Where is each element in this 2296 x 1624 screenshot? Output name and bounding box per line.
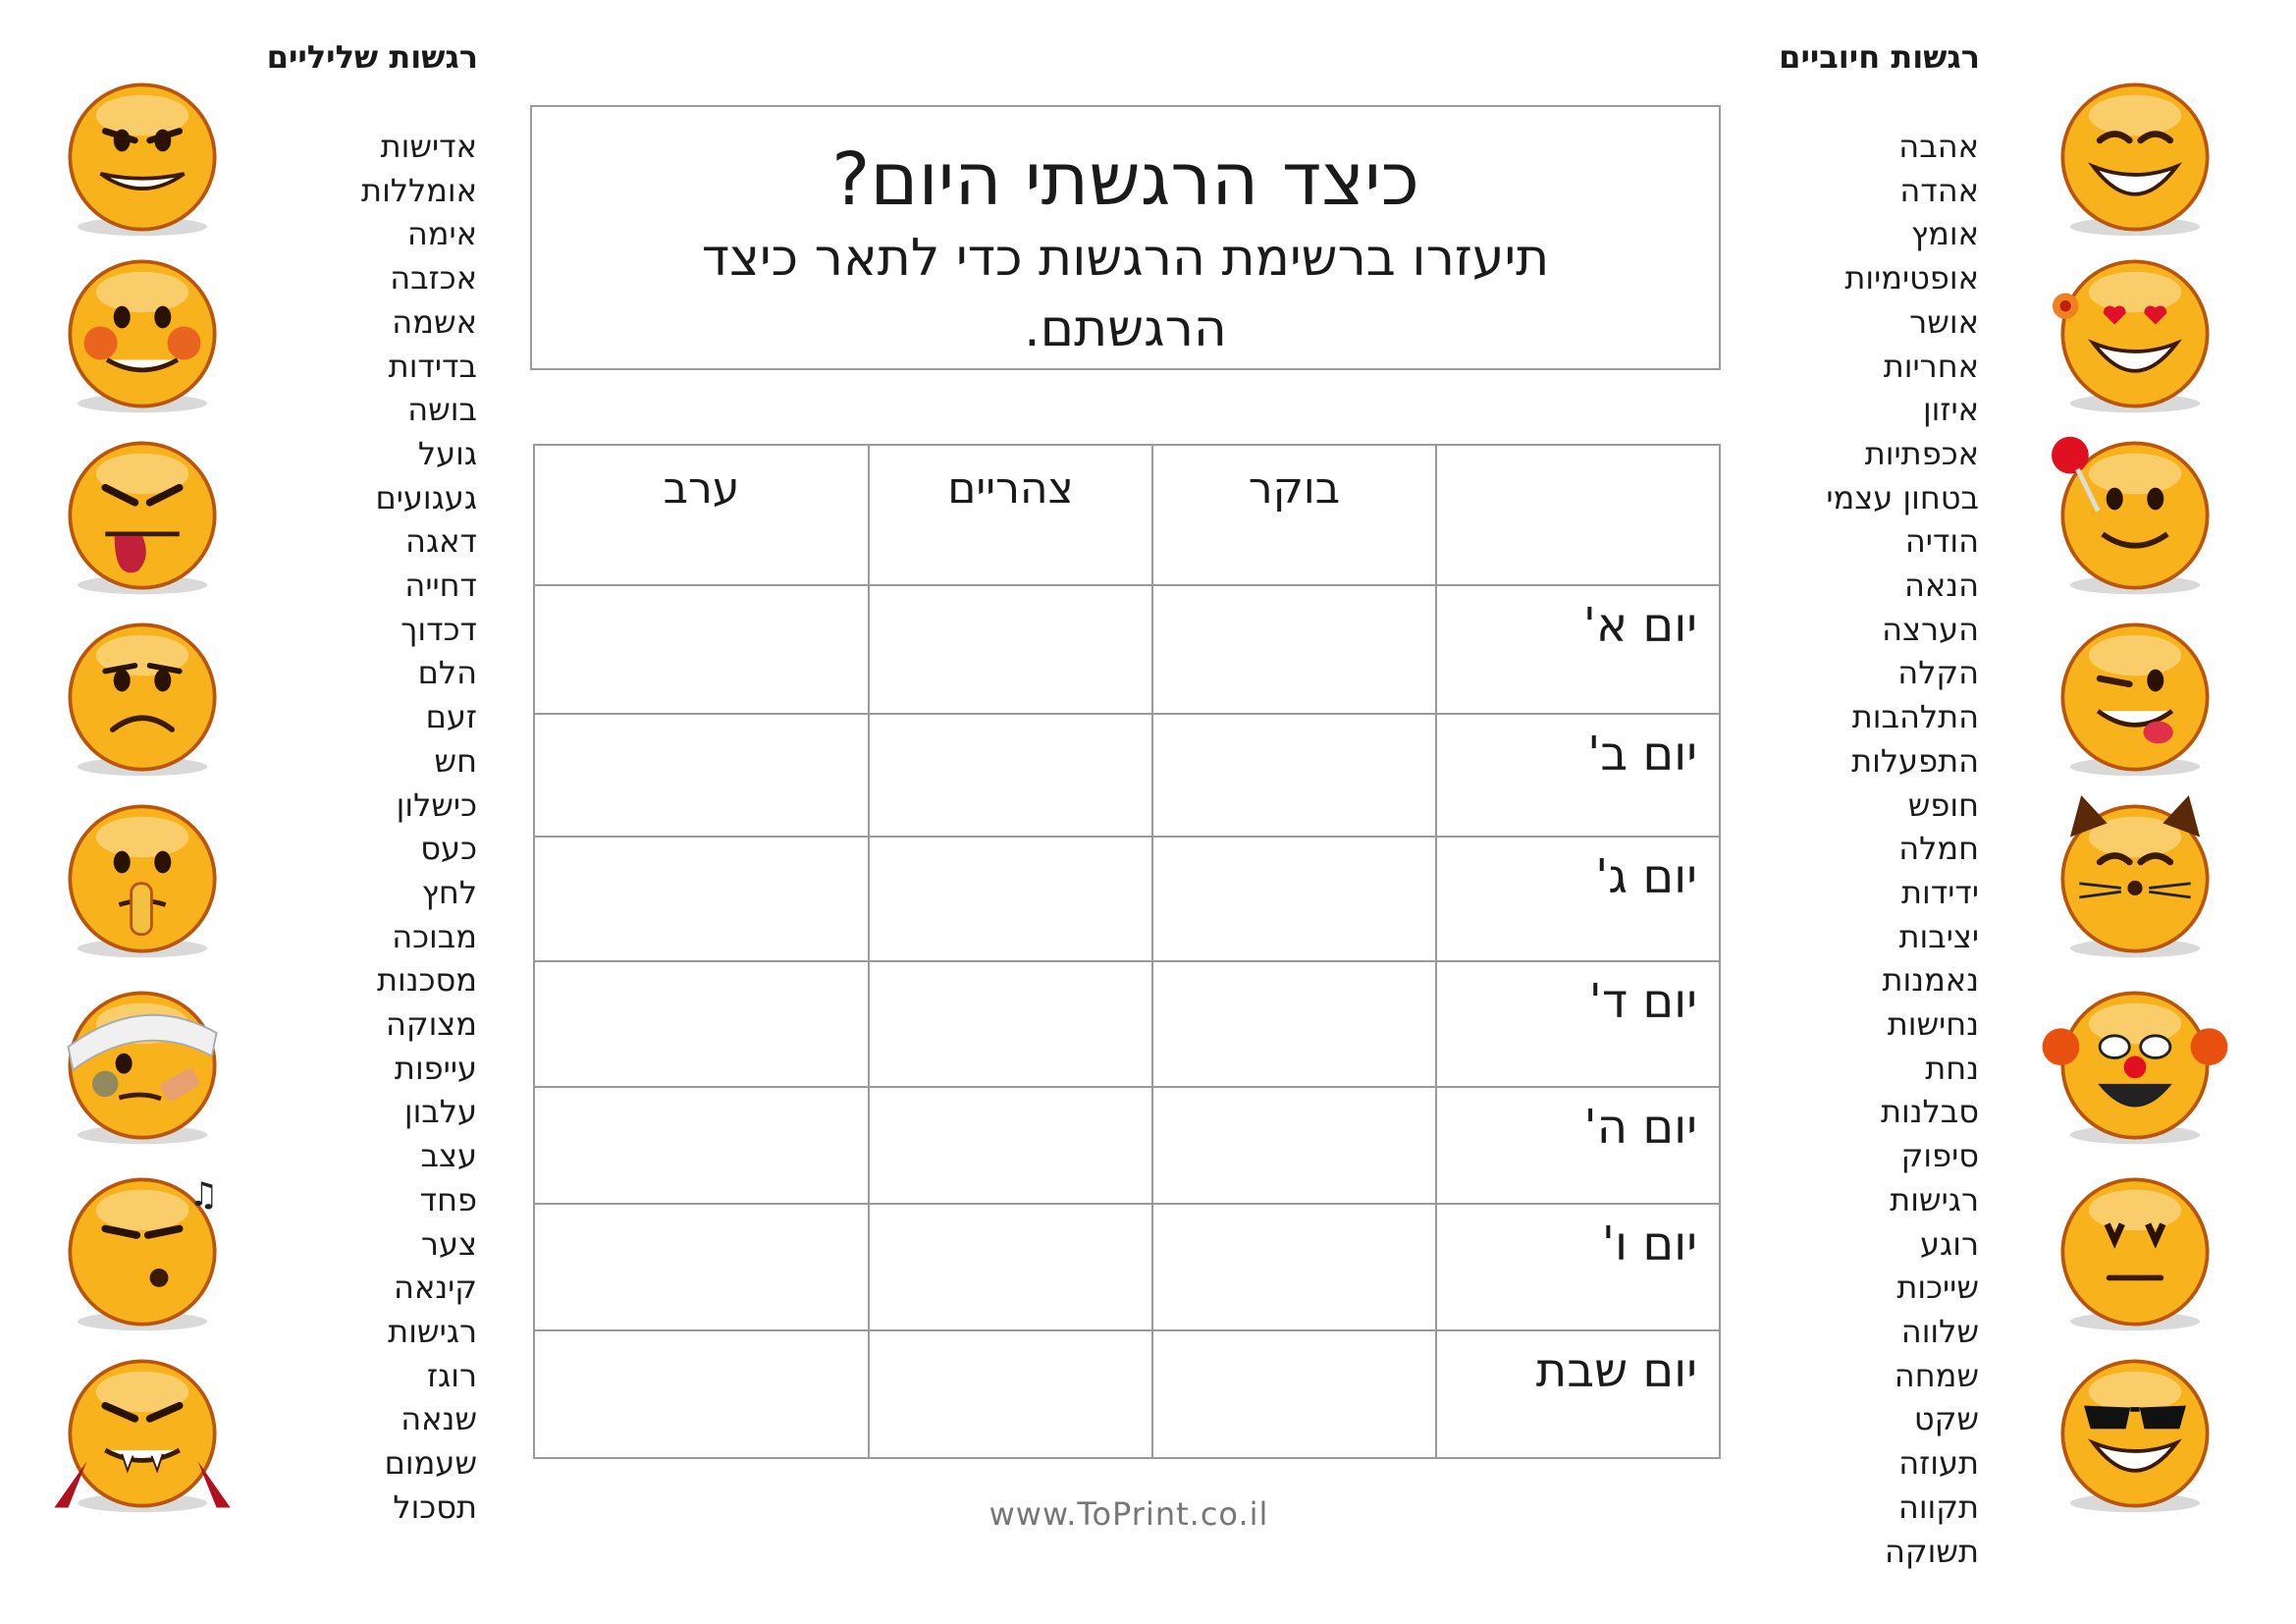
emotion-word: מבוכה — [392, 917, 477, 955]
entry-cell-noon[interactable] — [869, 1330, 1152, 1458]
entry-cell-noon[interactable] — [869, 1204, 1152, 1330]
emotion-word: מסכנות — [377, 961, 477, 1000]
emotion-word: חופש — [1907, 785, 1979, 824]
emotion-word: סבלנות — [1880, 1093, 1979, 1131]
emotion-word: חש — [434, 741, 477, 780]
entry-cell-evening[interactable] — [534, 1087, 869, 1204]
emotion-word: שעמום — [384, 1444, 477, 1483]
emotion-word: תקווה — [1897, 1488, 1979, 1526]
day-label: יום ב' — [1436, 714, 1720, 837]
emotion-word: התפעלות — [1851, 741, 1979, 780]
emotion-word: עלבון — [403, 1093, 477, 1131]
header-noon: צהריים — [869, 445, 1152, 585]
emotion-word: סיפוק — [1900, 1137, 1979, 1175]
emotion-word: עייפות — [394, 1049, 477, 1087]
emotion-word: געגועים — [375, 478, 477, 516]
emotion-word: תעוזה — [1898, 1444, 1979, 1483]
whistling-face-icon — [49, 1168, 236, 1335]
emotion-word: נאמנות — [1882, 961, 1979, 1000]
emotion-word: כעס — [420, 830, 477, 868]
emotion-word: נחישות — [1887, 1005, 1979, 1044]
emotion-word: הקלה — [1897, 654, 1979, 692]
emotion-word: יציבות — [1898, 917, 1979, 955]
emotion-word: בדידות — [388, 347, 477, 385]
emotion-word: חמלה — [1898, 830, 1979, 868]
emotion-word: אכפתיות — [1864, 434, 1979, 472]
day-label: יום ד' — [1436, 961, 1720, 1087]
emotion-word: דאגה — [405, 522, 477, 561]
day-label: יום א' — [1436, 585, 1720, 714]
emotion-word: הודיה — [1904, 522, 1979, 561]
title-box — [530, 105, 1721, 370]
vampire-face-icon — [49, 1350, 236, 1517]
emotion-word: מצוקה — [385, 1005, 477, 1044]
day-label: יום ה' — [1436, 1087, 1720, 1204]
emotion-word: רגישות — [388, 1312, 477, 1350]
header-corner — [1436, 445, 1720, 585]
table-row — [534, 714, 1720, 837]
emotions-week-table — [533, 444, 1721, 1459]
emotion-word: כישלון — [396, 785, 477, 824]
emotion-word: אומץ — [1910, 215, 1979, 253]
heart-eyes-flower-face-icon — [2042, 250, 2228, 417]
day-label: יום ו' — [1436, 1204, 1720, 1330]
emotion-word: אושר — [1909, 302, 1979, 341]
emotion-word: הערצה — [1882, 610, 1979, 648]
emotion-word: אופטימיות — [1844, 259, 1979, 298]
negative-faces-column — [49, 0, 265, 1624]
entry-cell-morning[interactable] — [1152, 1087, 1436, 1204]
table-row — [534, 1330, 1720, 1458]
blushing-face-icon — [49, 250, 236, 417]
emotion-word: פחד — [419, 1180, 477, 1218]
day-label: יום שבת — [1436, 1330, 1720, 1458]
emotion-word: נחת — [1925, 1049, 1979, 1087]
emotion-word: שייכות — [1896, 1269, 1979, 1307]
entry-cell-morning[interactable] — [1152, 585, 1436, 714]
cat-face-icon — [2042, 795, 2228, 962]
emotion-word: אהדה — [1899, 171, 1979, 209]
negative-heading: רגשות שליליים — [266, 38, 478, 76]
emotion-word: ידידות — [1901, 873, 1979, 911]
entry-cell-evening[interactable] — [534, 837, 869, 961]
shushing-face-icon — [49, 795, 236, 962]
emotion-word: אדישות — [380, 128, 477, 165]
emotion-word: אימה — [406, 215, 477, 253]
emotion-word: גועל — [417, 434, 477, 472]
emotion-word: תשוקה — [1884, 1532, 1979, 1570]
entry-cell-morning[interactable] — [1152, 1204, 1436, 1330]
positive-heading: רגשות חיוביים — [1779, 38, 1980, 76]
emotion-word: הנאה — [1903, 567, 1979, 605]
table-row — [534, 1087, 1720, 1204]
emotion-word: הלם — [417, 654, 477, 692]
entry-cell-evening[interactable] — [534, 961, 869, 1087]
emotion-word: בטחון עצמי — [1826, 478, 1979, 516]
tongue-out-angry-face-icon — [49, 432, 236, 599]
entry-cell-morning[interactable] — [1152, 837, 1436, 961]
table-row — [534, 1204, 1720, 1330]
header-evening: ערב — [534, 445, 869, 585]
emotion-word: שמחה — [1894, 1356, 1979, 1394]
emotion-word: דכדוך — [400, 610, 477, 648]
emotion-word: דחייה — [404, 567, 477, 605]
positive-faces-column — [2042, 0, 2258, 1624]
lollipop-face-icon — [2042, 432, 2228, 599]
table-row — [534, 837, 1720, 961]
big-grin-face-icon — [2042, 74, 2228, 241]
emotion-word: בושה — [407, 391, 477, 429]
emotion-word: איזון — [1922, 391, 1979, 429]
grimace-face-icon — [49, 74, 236, 241]
entry-cell-noon[interactable] — [869, 714, 1152, 837]
emotion-word: אשמה — [392, 302, 477, 341]
entry-cell-noon[interactable] — [869, 1087, 1152, 1204]
emotion-word: רוגז — [426, 1356, 477, 1394]
winking-tongue-face-icon — [2042, 614, 2228, 781]
sunglasses-face-icon — [2042, 1350, 2228, 1517]
page-title: כיצד הרגשתי היום? — [831, 137, 1419, 222]
sad-face-icon — [49, 614, 236, 781]
emotion-word: לחץ — [421, 873, 477, 911]
emotion-word: רגישות — [1890, 1180, 1979, 1218]
entry-cell-evening[interactable] — [534, 1204, 869, 1330]
svg-text:♫: ♫ — [188, 1174, 219, 1215]
emotion-word: שלווה — [1900, 1312, 1979, 1350]
table-row — [534, 585, 1720, 714]
emotion-word: קינאה — [394, 1269, 477, 1307]
emotion-word: התלהבות — [1851, 698, 1979, 736]
entry-cell-noon[interactable] — [869, 585, 1152, 714]
emotion-word: אכזבה — [390, 259, 477, 298]
clown-face-icon — [2042, 982, 2228, 1149]
day-label: יום ג' — [1436, 837, 1720, 961]
footer-url: www.ToPrint.co.il — [988, 1495, 1269, 1533]
emotion-word: עצב — [420, 1137, 477, 1175]
page-subtitle: תיעזרו ברשימת הרגשות כדי לתאר כיצד הרגשתם. — [701, 229, 1550, 358]
emotion-word: רוגע — [1920, 1224, 1979, 1263]
entry-cell-morning[interactable] — [1152, 714, 1436, 837]
emotion-word: אומללות — [361, 171, 477, 209]
emotion-word: אחריות — [1883, 347, 1979, 385]
entry-cell-morning[interactable] — [1152, 1330, 1436, 1458]
emotion-word: זעם — [425, 698, 477, 736]
table-header-row — [534, 445, 1720, 585]
emotion-word: תסכול — [393, 1488, 477, 1526]
entry-cell-evening[interactable] — [534, 585, 869, 714]
header-morning: בוקר — [1152, 445, 1436, 585]
entry-cell-noon[interactable] — [869, 961, 1152, 1087]
emotion-word: צער — [420, 1224, 477, 1263]
entry-cell-morning[interactable] — [1152, 961, 1436, 1087]
emotion-word: שנאה — [400, 1400, 477, 1438]
emotion-word: שקט — [1913, 1400, 1979, 1438]
bandaged-injured-face-icon — [49, 982, 236, 1149]
entry-cell-evening[interactable] — [534, 1330, 869, 1458]
emotion-word: אהבה — [1898, 128, 1979, 165]
entry-cell-noon[interactable] — [869, 837, 1152, 961]
entry-cell-evening[interactable] — [534, 714, 869, 837]
neutral-face-icon — [2042, 1168, 2228, 1335]
table-row — [534, 961, 1720, 1087]
